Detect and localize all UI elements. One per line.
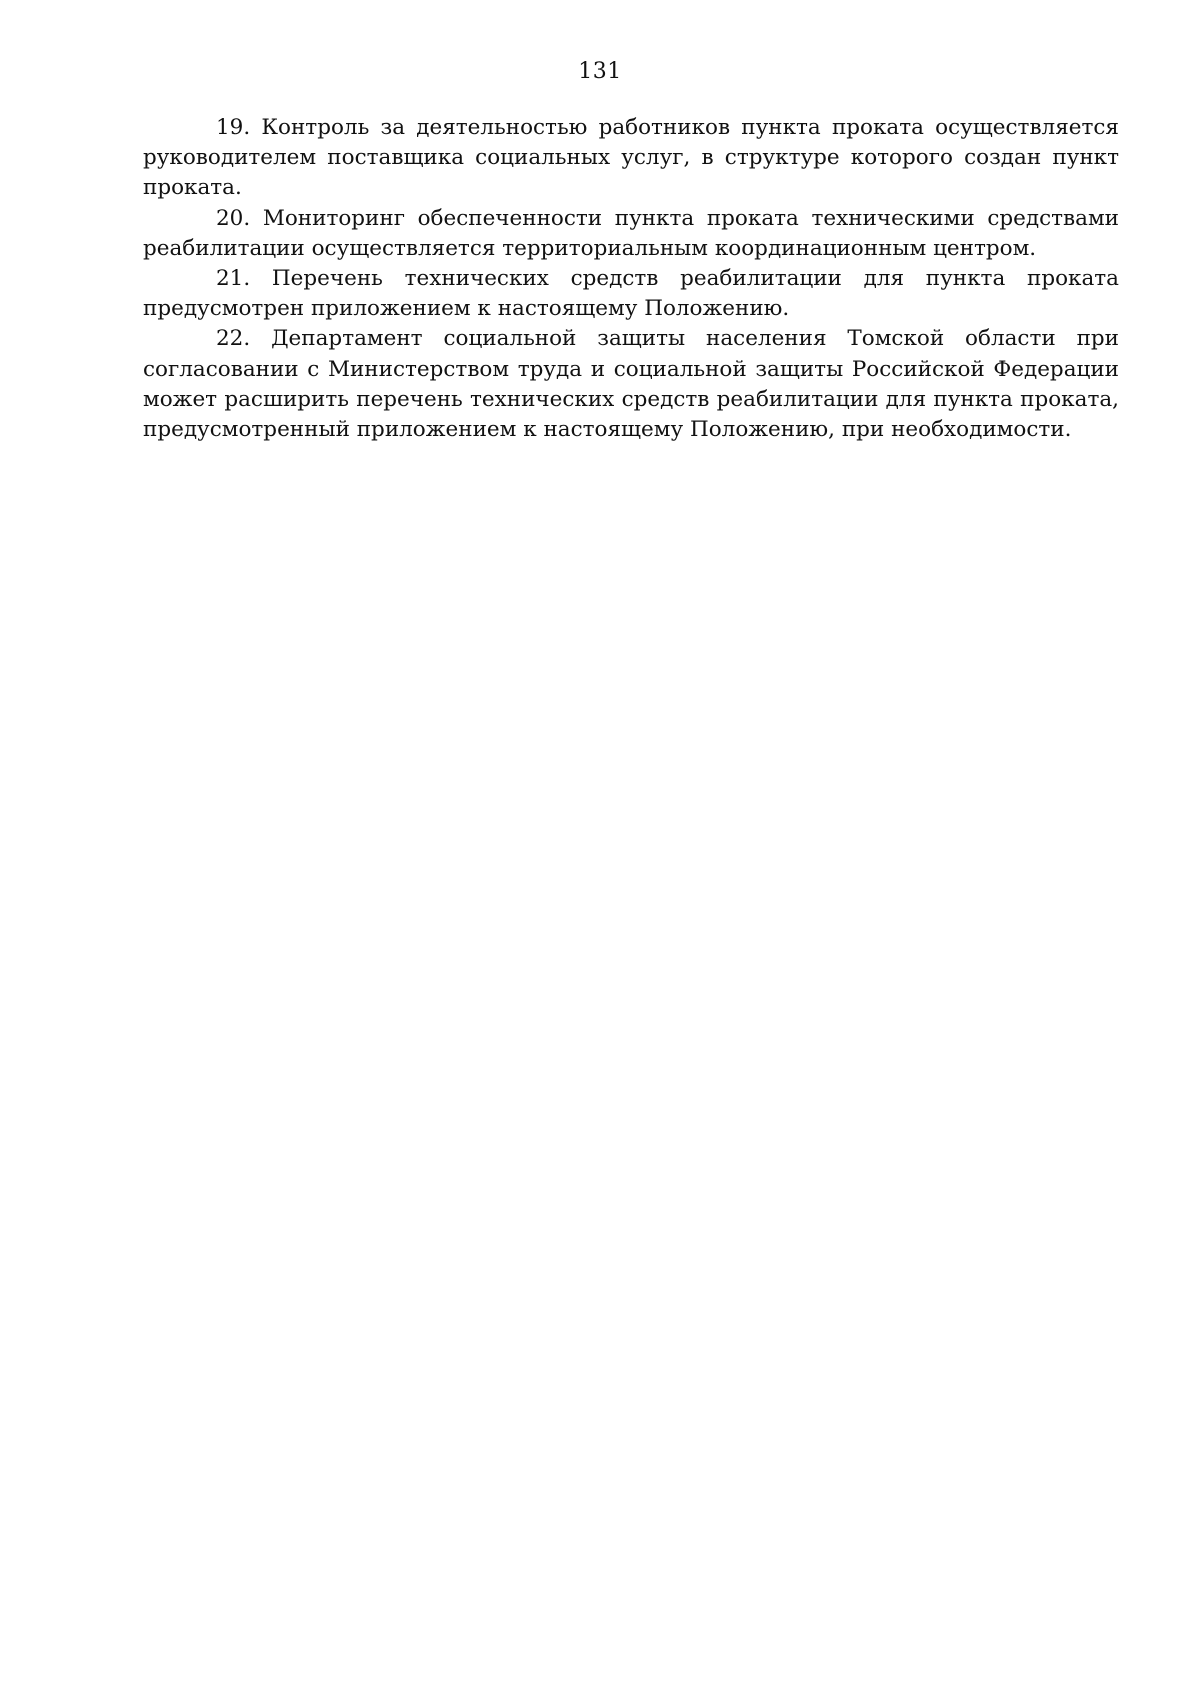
document-body	[143, 113, 1119, 445]
paragraph-22: 22. Департамент социальной защиты населения Томской области при согласовании с Министерством труда и социальной защиты Российской Федерации может расширить перечень технических средств реабилитации для пункта проката, предусмотренный приложением к настоящему Положению, при необходимости.	[143, 326, 1119, 443]
paragraph-21: 21. Перечень технических средств реабилитации для пункта проката предусмотрен приложением к настоящему Положению.	[143, 266, 1119, 322]
paragraph-20: 20. Мониторинг обеспеченности пункта проката техническими средствами реабилитации осуществляется территориальным координационным центром.	[143, 205, 1119, 261]
paragraph-19: 19. Контроль за деятельностью работников пункта проката осуществляется руководителем поставщика социальных услуг, в структуре которого создан пункт проката.	[143, 115, 1119, 201]
page-number: 131	[578, 59, 622, 84]
